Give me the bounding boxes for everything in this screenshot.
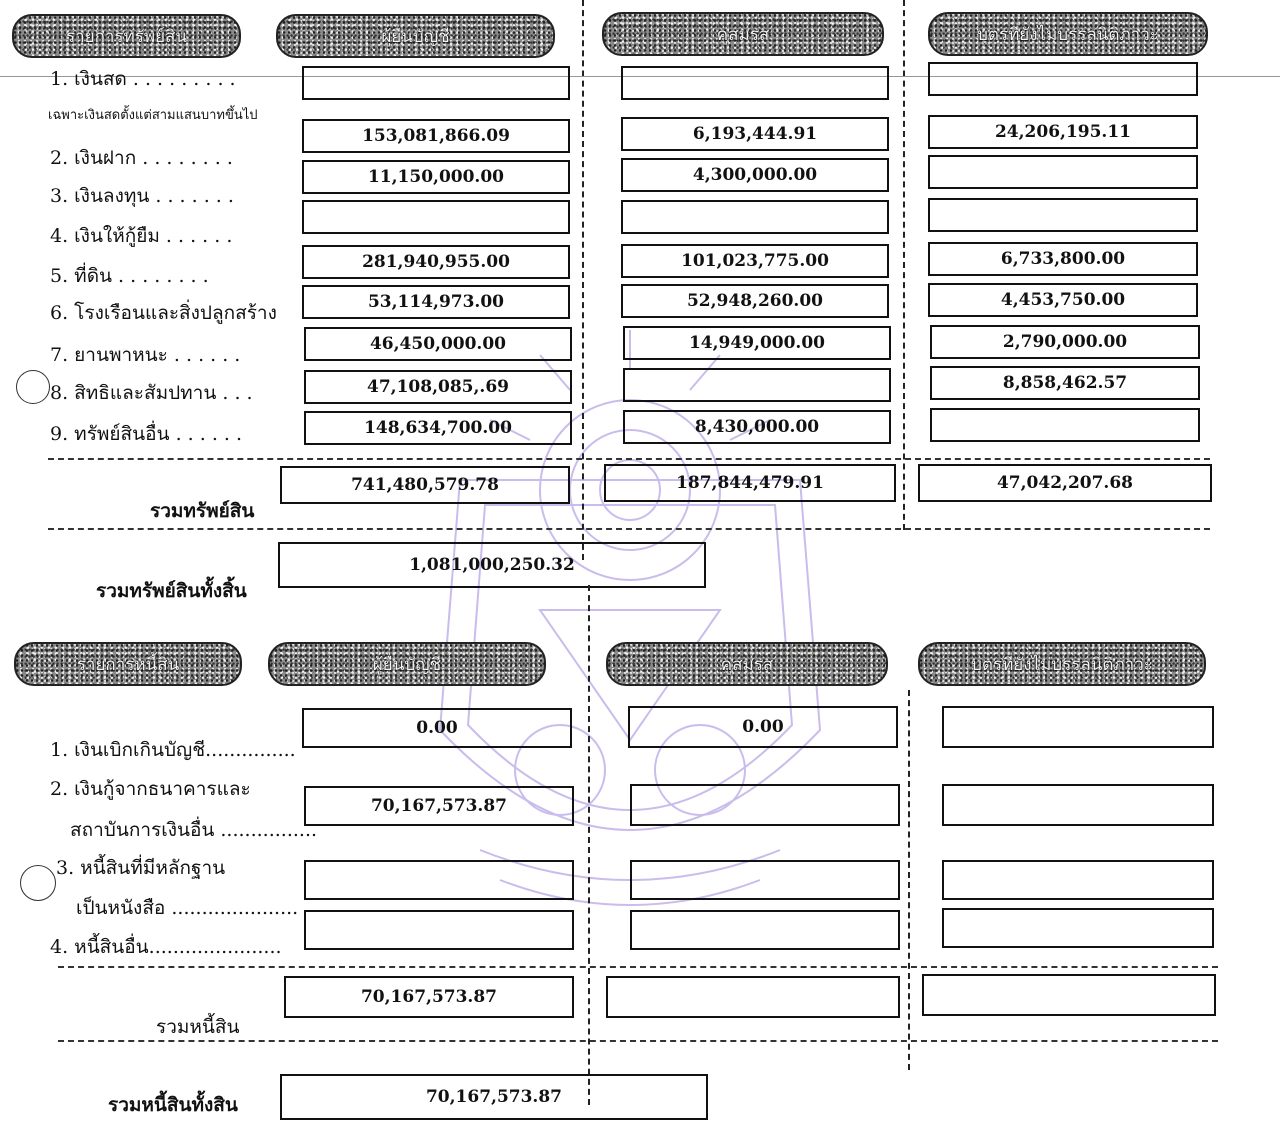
header-asset-category: รายการทรัพย์สิน <box>12 14 241 58</box>
asset-child-value: 2,790,000.00 <box>930 325 1200 359</box>
liability-total-child <box>922 974 1216 1016</box>
header-liability-child: บุตรที่ยังไม่บรรลุนิติภาวะ <box>918 642 1206 686</box>
asset-row-label: 3. เงินลงทุน . . . . . . . <box>50 185 234 207</box>
asset-row-label: 9. ทรัพย์สินอื่น . . . . . . <box>50 423 243 445</box>
liability-spouse-value <box>630 860 900 900</box>
asset-filer-value: 148,634,700.00 <box>304 411 572 445</box>
liability-grand-total-value: 70,167,573.87 <box>280 1074 708 1120</box>
asset-total-label: รวมทรัพย์สิน <box>150 500 255 522</box>
liability-child-value <box>942 706 1214 748</box>
liability-row-label: 2. เงินกู้จากธนาคารและ <box>50 778 251 800</box>
cash-note: เฉพาะเงินสดตั้งแต่สามแสนบาทขึ้นไป <box>48 108 258 123</box>
asset-filer-value: 53,114,973.00 <box>302 285 570 319</box>
asset-filer-value: 11,150,000.00 <box>302 160 570 194</box>
asset-spouse-value: 8,430,000.00 <box>623 410 891 444</box>
asset-child-value: 24,206,195.11 <box>928 115 1198 149</box>
dashed-rule <box>58 1040 1218 1042</box>
asset-child-value <box>928 62 1198 96</box>
asset-child-value: 8,858,462.57 <box>930 366 1200 400</box>
liability-filer-value: 0.00 <box>302 708 572 748</box>
asset-row-label: 6. โรงเรือนและสิ่งปลูกสร้าง <box>50 302 277 324</box>
header-asset-spouse: คู่สมรส <box>602 12 884 56</box>
liability-spouse-value <box>630 784 900 826</box>
asset-child-value <box>930 408 1200 442</box>
asset-child-value <box>928 198 1198 232</box>
liability-filer-value <box>304 910 574 950</box>
header-liability-spouse: คู่สมรส <box>606 642 888 686</box>
asset-filer-value: 281,940,955.00 <box>302 245 570 279</box>
asset-spouse-value: 4,300,000.00 <box>621 158 889 192</box>
liability-row-label: 1. เงินเบิกเกินบัญชี............... <box>50 739 296 761</box>
header-liability-filer: ผู้ยื่นบัญชี <box>268 642 546 686</box>
liability-total-spouse <box>606 976 900 1018</box>
liability-total-label: รวมหนี้สิน <box>156 1016 240 1038</box>
asset-filer-value <box>302 66 570 100</box>
header-asset-filer: ผู้ยื่นบัญชี <box>276 14 555 58</box>
liability-row-label-cont: เป็นหนังสือ ..................... <box>76 897 299 919</box>
asset-filer-value <box>302 200 570 234</box>
liability-child-value <box>942 908 1214 948</box>
asset-row-label: 7. ยานพาหนะ . . . . . . <box>50 344 241 366</box>
punch-hole-icon <box>16 370 50 404</box>
dashed-rule <box>48 528 1210 530</box>
header-asset-child: บุตรที่ยังไม่บรรลุนิติภาวะ <box>928 12 1208 56</box>
asset-total-spouse: 187,844,479.91 <box>604 464 896 502</box>
asset-spouse-value <box>621 66 889 100</box>
asset-grand-total-label: รวมทรัพย์สินทั้งสิ้น <box>96 580 247 602</box>
liability-child-value <box>942 860 1214 900</box>
liability-row-label: 4. หนี้สินอื่น...................... <box>50 936 282 958</box>
asset-row-label: 5. ที่ดิน . . . . . . . . <box>50 265 209 287</box>
asset-spouse-value <box>621 200 889 234</box>
liability-spouse-value: 0.00 <box>628 706 898 748</box>
column-divider <box>582 0 584 560</box>
asset-total-filer: 741,480,579.78 <box>280 466 570 504</box>
asset-row-label: 2. เงินฝาก . . . . . . . . <box>50 147 233 169</box>
asset-child-value <box>928 155 1198 189</box>
liability-filer-value <box>304 860 574 900</box>
asset-spouse-value: 101,023,775.00 <box>621 244 889 278</box>
liability-total-filer: 70,167,573.87 <box>284 976 574 1018</box>
liability-row-label: 3. หนี้สินที่มีหลักฐาน <box>56 857 226 879</box>
asset-spouse-value: 6,193,444.91 <box>621 117 889 151</box>
asset-child-value: 6,733,800.00 <box>928 242 1198 276</box>
asset-spouse-value: 14,949,000.00 <box>623 326 891 360</box>
liability-row-label-cont: สถาบันการเงินอื่น ................ <box>70 819 318 841</box>
header-liability-category: รายการหนี้สิน <box>14 642 242 686</box>
liability-filer-value: 70,167,573.87 <box>304 786 574 826</box>
asset-child-value: 4,453,750.00 <box>928 283 1198 317</box>
liability-child-value <box>942 784 1214 826</box>
dashed-rule <box>48 458 1210 460</box>
asset-grand-total-value: 1,081,000,250.32 <box>278 542 706 588</box>
liability-grand-total-label: รวมหนี้สินทั้งสิน <box>108 1094 238 1116</box>
asset-filer-value: 47,108,085,.69 <box>304 370 572 404</box>
liability-spouse-value <box>630 910 900 950</box>
column-divider <box>588 585 590 1105</box>
asset-filer-value: 153,081,866.09 <box>302 119 570 153</box>
asset-row-label: 4. เงินให้กู้ยืม . . . . . . <box>50 225 233 247</box>
asset-row-label: 1. เงินสด . . . . . . . . . <box>50 68 236 90</box>
dashed-rule <box>58 966 1218 968</box>
column-divider <box>908 690 910 1070</box>
punch-hole-icon <box>20 865 56 901</box>
column-divider <box>903 0 905 530</box>
asset-spouse-value: 52,948,260.00 <box>621 284 889 318</box>
asset-filer-value: 46,450,000.00 <box>304 327 572 361</box>
asset-spouse-value <box>623 368 891 402</box>
asset-total-child: 47,042,207.68 <box>918 464 1212 502</box>
asset-row-label: 8. สิทธิและสัมปทาน . . . <box>50 382 253 404</box>
